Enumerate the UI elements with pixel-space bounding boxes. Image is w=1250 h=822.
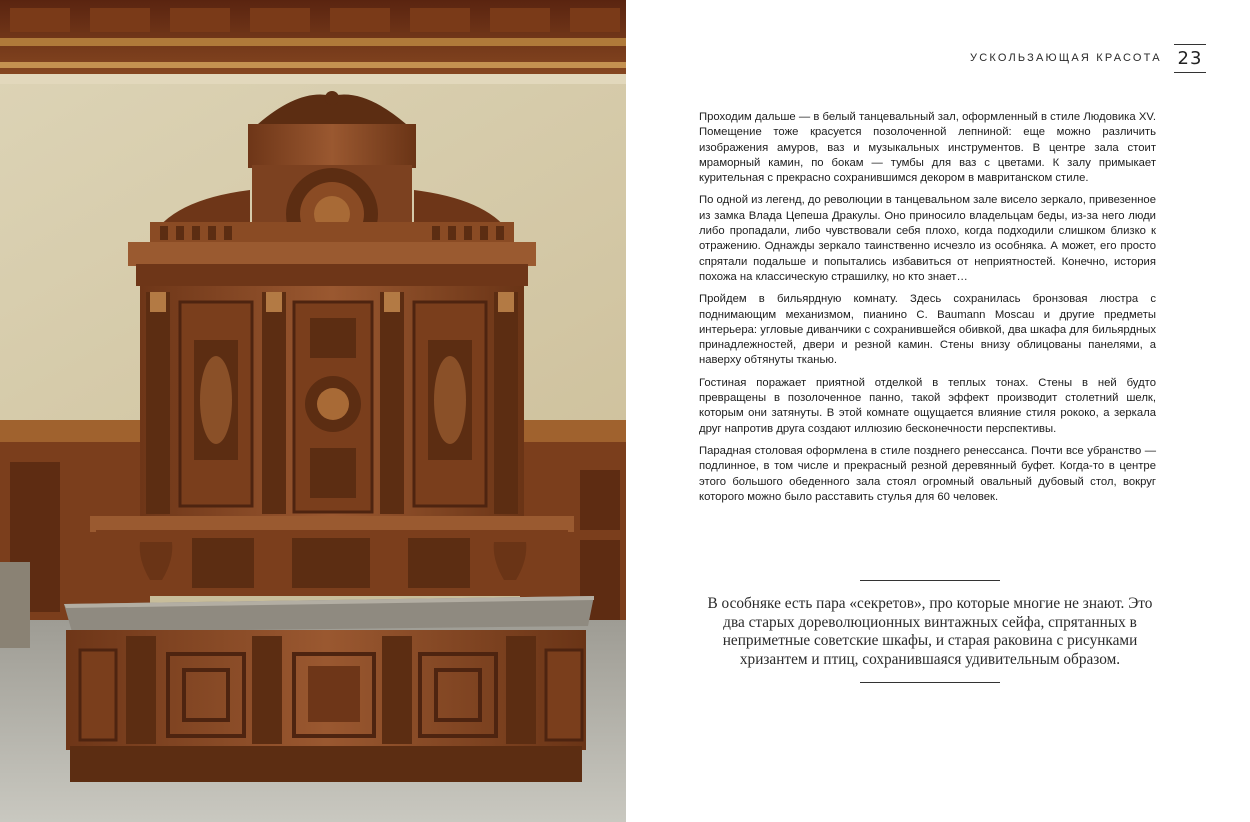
pull-quote [699, 580, 1161, 683]
page-number: 23 [1174, 44, 1206, 73]
quote-top-rule [860, 580, 1000, 581]
quote-text: В особняке есть пара «секретов», про которые многие не знают. Это два старых дореволюционных винтажных сейфа, спрятанных в неприметные советские шкафы, и старая раковина с рисунками хризантем и птиц, сохранившаяся удивительным образом. [707, 595, 1153, 668]
body-text [699, 110, 1156, 512]
paragraph: По одной из легенд, до революции в танцевальном зале висело зеркало, привезенное из замка Влада Цепеша Дракулы. Оно приносило владельцам беды, из-за него люди либо пропадали, либо чувствовали себя плохо, когда подходили слишком близко к отражению. Однажды зеркало таинственно исчезло из особняка. А может, его просто спрятали подальше и попытались избавиться от неприятностей. Конечно, история похожа на классическую страшилку, но кто знает… [699, 194, 1156, 283]
text-page [626, 0, 1250, 822]
paragraph: Проходим дальше — в белый танцевальный зал, оформленный в стиле Людовика XV. Помещение тоже красуется позолоченной лепниной: еще можно различить изображения амуров, ваз и музыкальных инструментов. В центре зала стоит мраморный камин, по бокам — тумбы для ваз с цветами. К залу примыкает курительная с прекрасно сохранившимся декором в мавританском стиле. [699, 111, 1156, 185]
running-title: УСКОЛЬЗАЮЩАЯ КРАСОТА [970, 52, 1162, 64]
quote-bottom-rule [860, 682, 1000, 683]
paragraph: Гостиная поражает приятной отделкой в теплых тонах. Стены в ней будто превращены в позолоченное панно, такой эффект производит столетний шелк, которым они затянуты. В этой комнате ощущается влияние стиля рококо, а зеркала друг напротив друга создают иллюзию бесконечности перспективы. [699, 376, 1156, 435]
paragraph: Парадная столовая оформлена в стиле позднего ренессанса. Почти все убранство — подлинное, в том числе и прекрасный резной деревянный буфет. Когда-то в центре этого большого обеденного зала стоял огромный овальный дубовый стол, вокруг которого можно было расставить стулья для 60 человек. [699, 444, 1156, 503]
paragraph: Пройдем в бильярдную комнату. Здесь сохранилась бронзовая люстра с поднимающим механизмом, пианино C. Baumann Moscau и другие предметы интерьера: угловые диванчики с сохранившейся обивкой, два шкафа для бильярдных принадлежностей, двери и резной камин. Стены внизу облицованы панелями, а наверху обтянуты тканью. [699, 293, 1156, 367]
